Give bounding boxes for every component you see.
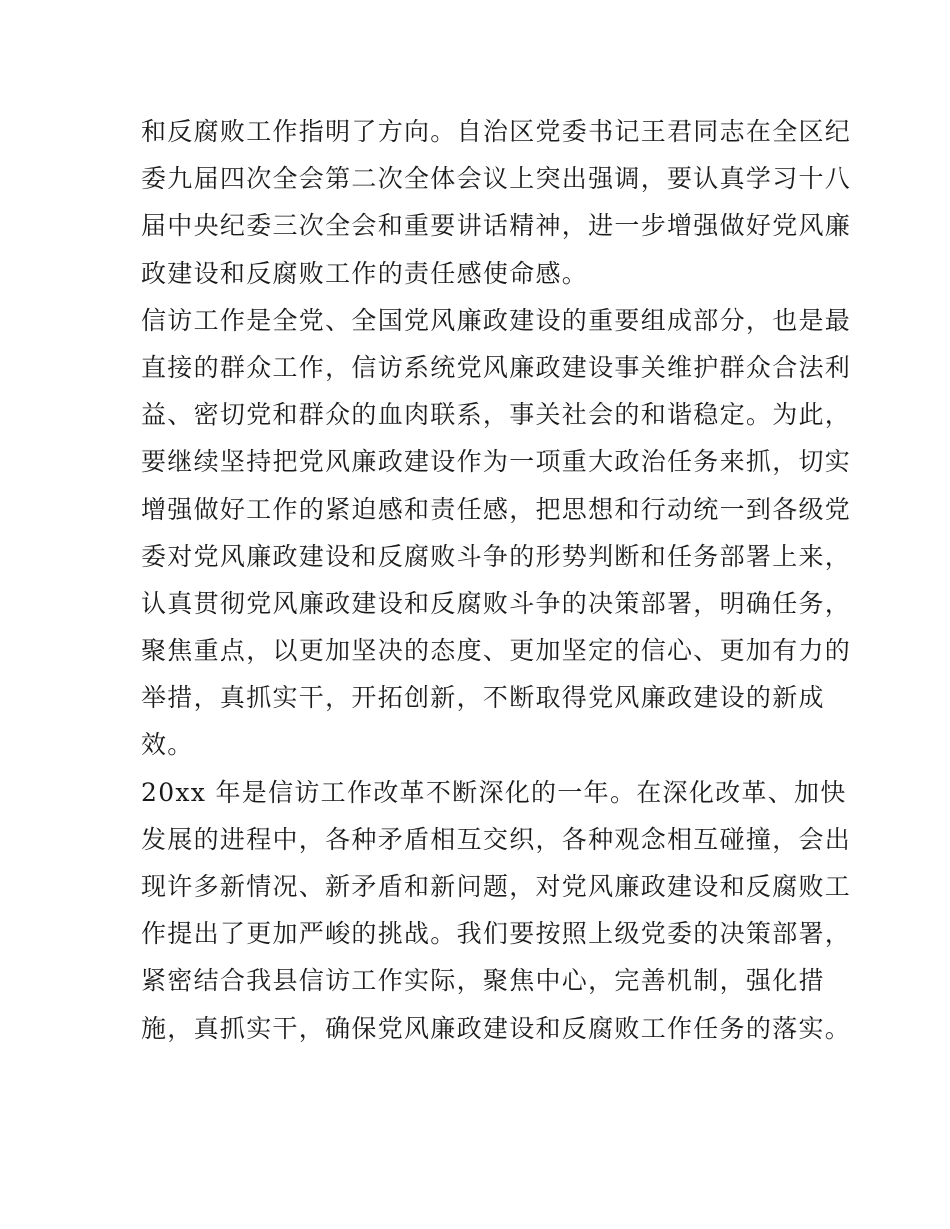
text-line: 委对党风廉政建设和反腐败斗争的形势判断和任务部署上来， [141,541,852,571]
text-line: 聚焦重点，以更加坚决的态度、更加坚定的信心、更加有力的 [141,636,852,666]
text-line: 要继续坚持把党风廉政建设作为一项重大政治任务来抓，切实 [141,447,852,477]
text-line: 委九届四次全会第二次全体会议上突出强调，要认真学习十八 [141,164,852,194]
text-line: 发展的进程中，各种矛盾相互交织，各种观念相互碰撞，会出 [141,824,852,854]
text-line: 益、密切党和群众的血肉联系，事关社会的和谐稳定。为此， [141,400,852,430]
text-line: 增强做好工作的紧迫感和责任感，把思想和行动统一到各级党 [141,494,852,524]
text-line: 认真贯彻党风廉政建设和反腐败斗争的决策部署，明确任务， [141,588,852,618]
text-line: 效。 [141,730,194,760]
text-line: 届中央纪委三次全会和重要讲话精神，进一步增强做好党风廉 [141,211,852,241]
text-line: 20xx 年是信访工作改革不断深化的一年。在深化改革、加快 [141,777,847,807]
text-line: 举措，真抓实干，开拓创新，不断取得党风廉政建设的新成 [141,683,825,713]
text-line: 紧密结合我县信访工作实际，聚焦中心，完善机制，强化措 [141,966,825,996]
text-line: 信访工作是全党、全国党风廉政建设的重要组成部分，也是最 [141,305,852,335]
text-line: 现许多新情况、新矛盾和新问题，对党风廉政建设和反腐败工 [141,872,852,901]
text-line: 直接的群众工作，信访系统党风廉政建设事关维护群众合法利 [141,352,852,382]
text-line: 施，真抓实干，确保党风廉政建设和反腐败工作任务的落实。 [141,1013,852,1043]
text-line: 政建设和反腐败工作的责任感使命感。 [141,258,589,288]
document-body [141,108,852,1052]
text-line: 和反腐败工作指明了方向。自治区党委书记王君同志在全区纪 [141,117,852,146]
text-line: 作提出了更加严峻的挑战。我们要按照上级党委的决策部署， [141,919,852,949]
